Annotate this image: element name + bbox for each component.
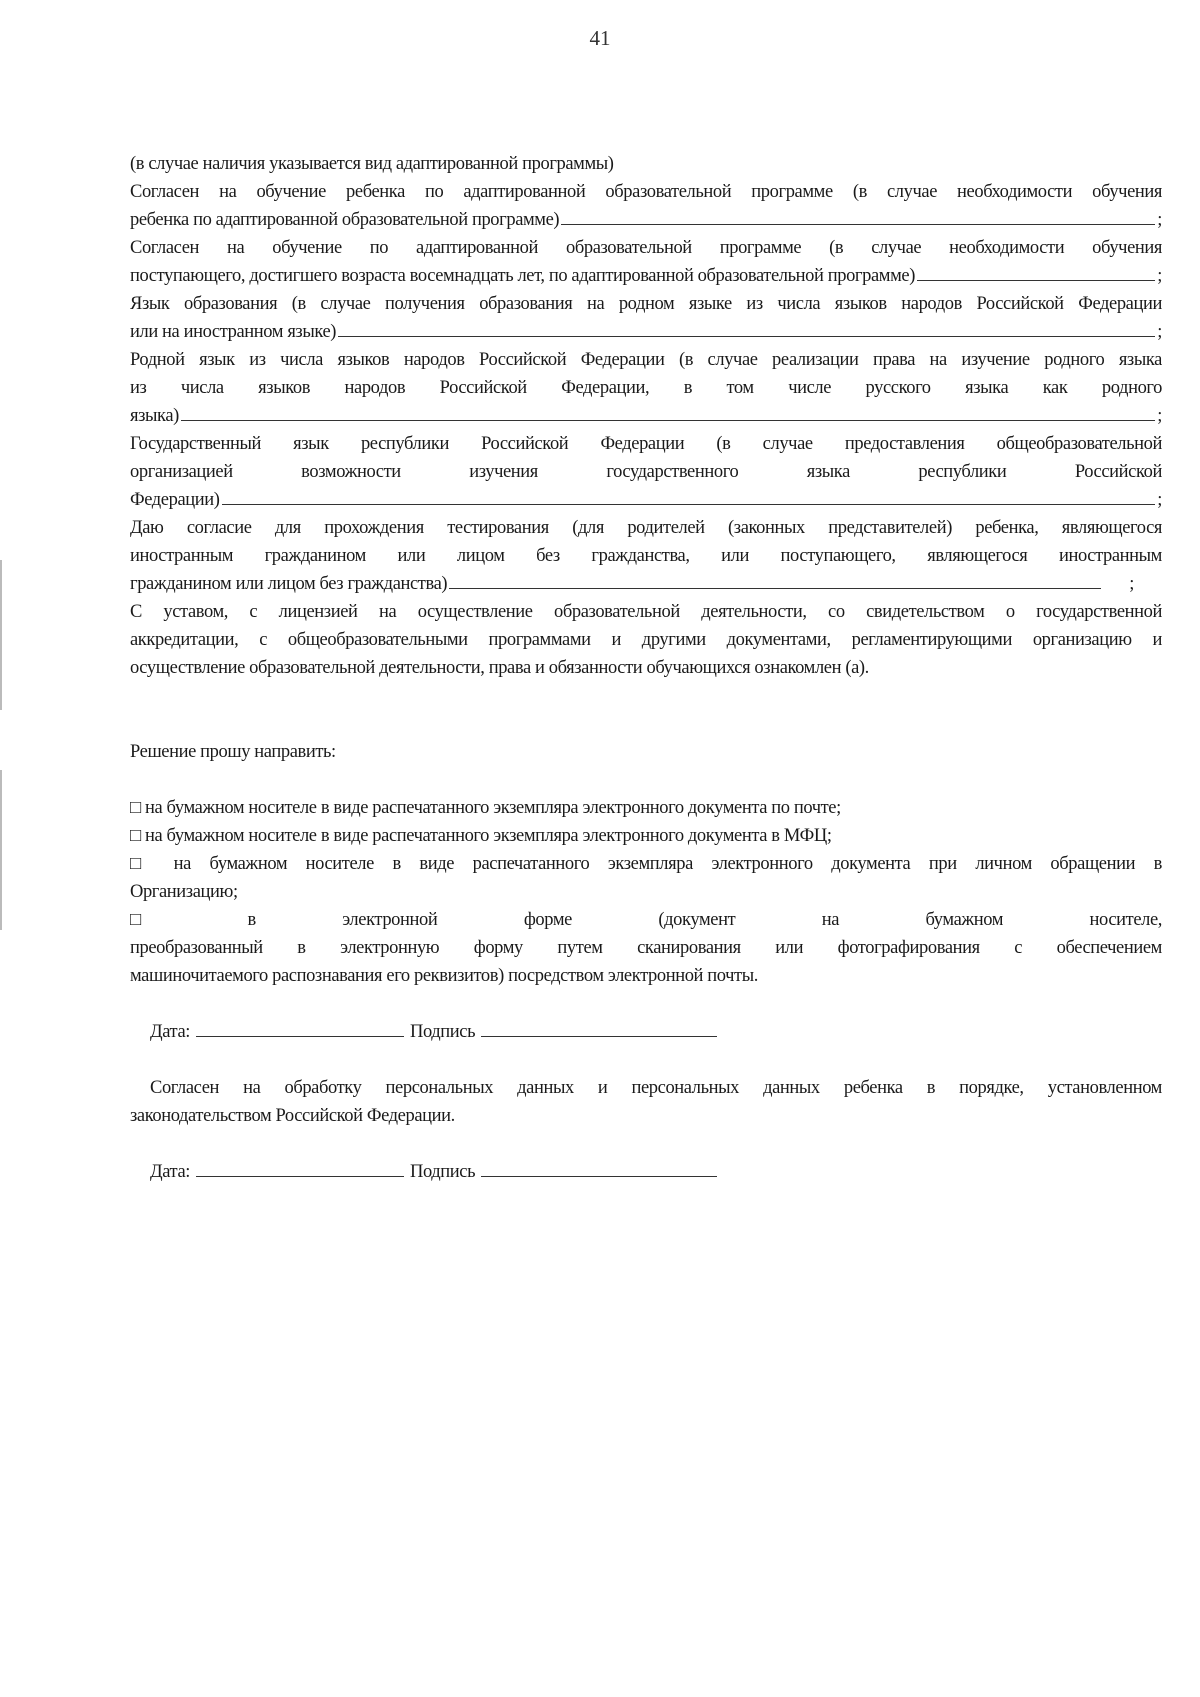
line-end: ;: [1129, 574, 1134, 594]
text-line: ребенка по адаптированной образовательной программе): [130, 210, 560, 230]
signature-field[interactable]: [481, 1175, 717, 1177]
text-line: из числа языков народов Российской Федерации, в том числе русского языка как родного: [130, 378, 1162, 398]
state-language-field: [130, 486, 1162, 514]
fill-in-blank[interactable]: [338, 335, 1155, 337]
signature-row: [130, 1018, 1162, 1046]
personal-data-consent: Согласен на обработку персональных данных и персональных данных ребенка в порядке, установленном: [150, 1078, 1162, 1098]
testing-consent-field: [130, 570, 1162, 598]
text-line: Государственный язык республики Российской Федерации (в случае предоставления общеобразовательной: [130, 434, 1162, 454]
text-line: гражданином или лицом без гражданства): [130, 574, 448, 594]
page-number: 41: [589, 26, 611, 50]
adapted-program-consent-field: [130, 206, 1162, 234]
text-line: Родной язык из числа языков народов Российской Федерации (в случае реализации права на изучение родного языка: [130, 350, 1162, 370]
text-line: преобразованный в электронную форму путем сканирования или фотографирования с обеспечением: [130, 938, 1162, 958]
decision-heading: Решение прошу направить:: [130, 742, 336, 762]
fill-in-blank[interactable]: [561, 223, 1155, 225]
date-field[interactable]: [196, 1035, 404, 1037]
line-end: ;: [1157, 210, 1162, 230]
scan-artifact: [0, 560, 2, 710]
text-line: языка): [130, 406, 179, 426]
text-line: иностранным гражданином или лицом без гражданства, или поступающего, являющегося иностранным: [130, 546, 1162, 566]
line-end: ;: [1157, 490, 1162, 510]
fill-in-blank[interactable]: [181, 419, 1155, 421]
text-line: С уставом, с лицензией на осуществление образовательной деятельности, со свидетельством о государственной: [130, 602, 1162, 622]
text-line: аккредитации, с общеобразовательными программами и другими документами, регламентирующими организацию и: [130, 630, 1162, 650]
date-label: Дата:: [150, 1022, 191, 1042]
delivery-option-email[interactable]: □ в электронной форме (документ на бумажном носителе,: [130, 910, 1162, 930]
delivery-option-post[interactable]: □ на бумажном носителе в виде распечатанного экземпляра электронного документа по почте;: [130, 798, 841, 818]
native-language-field: [130, 402, 1162, 430]
text-line: машиночитаемого распознавания его реквизитов) посредством электронной почты.: [130, 966, 758, 986]
date-field[interactable]: [196, 1175, 404, 1177]
adapted-program-note: (в случае наличия указывается вид адаптированной программы): [130, 154, 614, 174]
text-line: законодательством Российской Федерации.: [130, 1106, 455, 1126]
text-line: осуществление образовательной деятельности, права и обязанности обучающихся ознакомлен (а).: [130, 658, 869, 678]
date-label: Дата:: [150, 1162, 191, 1182]
text-line: Федерации): [130, 490, 220, 510]
text-line: Согласен на обучение по адаптированной образовательной программе (в случае необходимости обучения: [130, 238, 1162, 258]
text-line: организацией возможности изучения государственного языка республики Российской: [130, 462, 1162, 482]
delivery-option-in-person-cont: Организацию;: [130, 882, 238, 902]
text-line: Язык образования (в случае получения образования на родном языке из числа языков народов Российской Федерации: [130, 294, 1162, 314]
fill-in-blank[interactable]: [222, 503, 1156, 505]
adult-adapted-program-consent-field: [130, 262, 1162, 290]
fill-in-blank[interactable]: [917, 279, 1155, 281]
line-end: ;: [1157, 322, 1162, 342]
signature-row: [130, 1158, 1162, 1186]
line-end: ;: [1157, 266, 1162, 286]
delivery-option-in-person[interactable]: □ на бумажном носителе в виде распечатанного экземпляра электронного документа при личном обращении в: [130, 854, 1162, 874]
text-line: Согласен на обучение ребенка по адаптированной образовательной программе (в случае необходимости обучения: [130, 182, 1162, 202]
document-body: [130, 150, 1162, 1186]
signature-label: Подпись: [410, 1162, 476, 1182]
education-language-field: [130, 318, 1162, 346]
text-line: или на иностранном языке): [130, 322, 337, 342]
scan-artifact: [0, 770, 2, 930]
line-end: ;: [1157, 406, 1162, 426]
fill-in-blank[interactable]: [449, 587, 1101, 589]
signature-field[interactable]: [481, 1035, 717, 1037]
delivery-option-mfc[interactable]: □ на бумажном носителе в виде распечатанного экземпляра электронного документа в МФЦ;: [130, 826, 832, 846]
signature-label: Подпись: [410, 1022, 476, 1042]
text-line: поступающего, достигшего возраста восемнадцать лет, по адаптированной образовательной программе): [130, 266, 915, 286]
text-line: Даю согласие для прохождения тестирования (для родителей (законных представителей) ребенка, являющегося: [130, 518, 1162, 538]
